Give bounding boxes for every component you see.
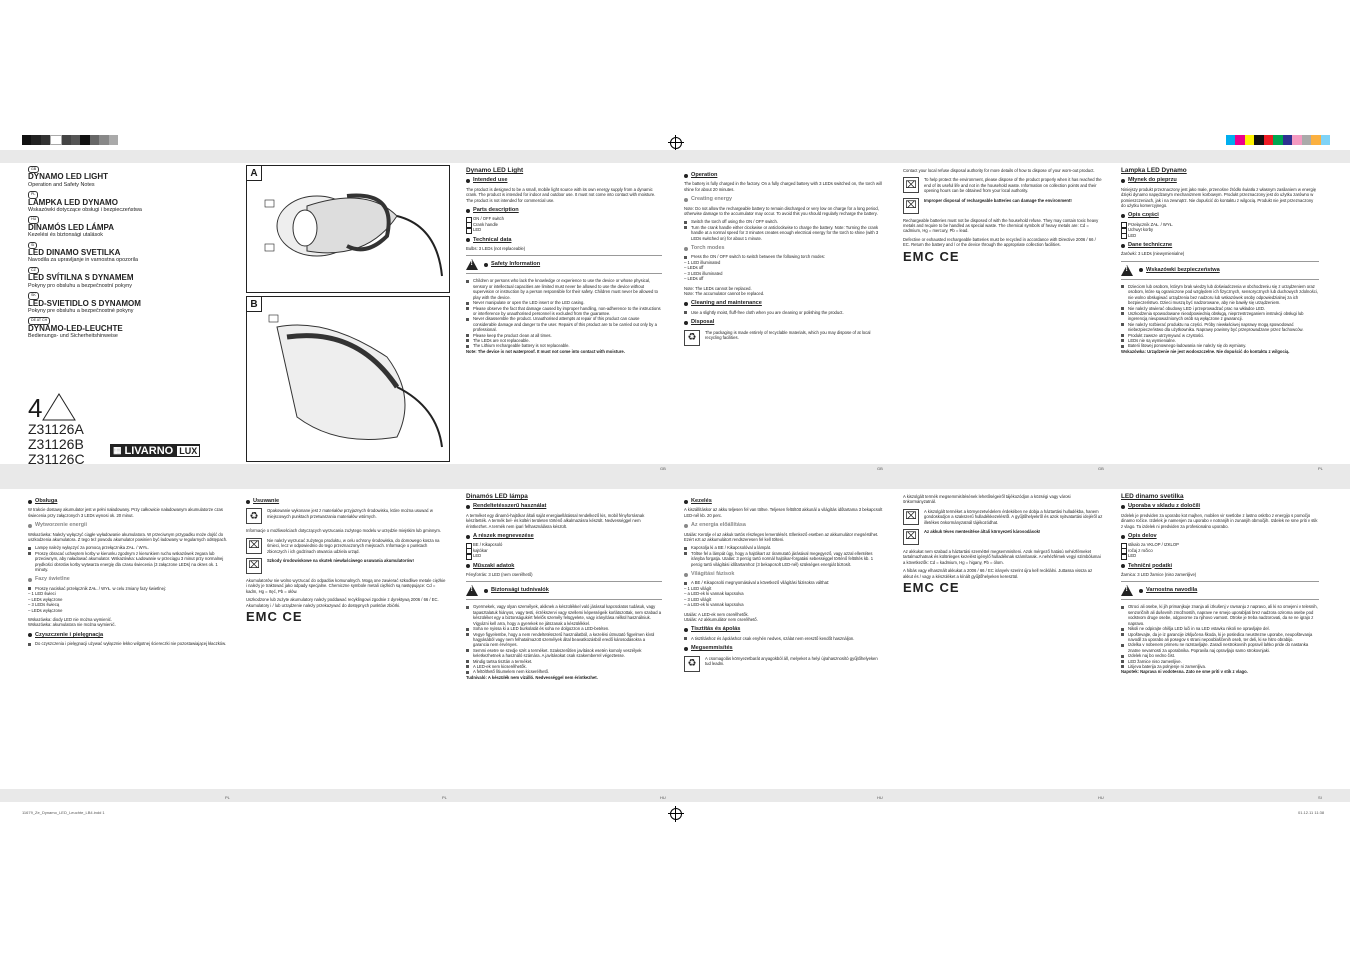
note: Napotek: Naprava ni vodotesna. Zato ne sme priti v stik z vlago. — [1121, 669, 1248, 675]
cover-subtitle: Pokyny pro obsluhu a bezpečnostní pokyny — [28, 282, 132, 289]
warning-box — [1121, 261, 1319, 280]
recycle-icon: ♻ — [684, 656, 700, 672]
cover-title: LED SVÍTILNA S DYNAMEM — [28, 273, 134, 283]
list-item: Litijeva baterija za polnjenje ni zamenljiva. — [1121, 664, 1319, 669]
emc-ce-mark: EMC CE — [246, 609, 303, 625]
section-heading: Obsługa — [28, 499, 228, 504]
paragraph: To help protect the environment, please dispose of the product properly when it has reached the end of its useful life and not in the household waste. Information on collection points and their opening hours can be obtained from your local authority. — [924, 177, 1102, 194]
section-heading: Biztonsági tudnivalók — [484, 588, 549, 593]
list-item: kajtókar — [466, 548, 662, 553]
cover-block — [28, 242, 228, 264]
list-item: Never disassemble the product. Unauthorised attempts at repair of this product can cause considerable damage and danger to the user. Repairs of this product are to be carried out only by a professional. — [466, 316, 662, 332]
list-item: Mindig tartsa tisztán a terméket. — [466, 659, 662, 664]
note: Wskazówka: Należy wyłączyć ciągłe wyładowanie akumulatora. W przeciwnym przypadku może dojść do uszkodzenia akumulatora. Z tego też powodu akumulator powinien być ładowany w regularnych odstępach. — [28, 531, 228, 543]
list-item: Przełącznik ZAŁ. / WYŁ. — [1121, 222, 1319, 227]
list-item: stikalo za VKLOP / IZKLOP — [1121, 542, 1319, 547]
cover-title: LED DINAMO SVETILKA — [28, 248, 121, 258]
note: Note: The accumulator cannot be replaced. — [684, 290, 765, 296]
list-item: Please keep the product clean at all times. — [466, 333, 662, 338]
pl-page-2 — [28, 494, 228, 647]
list-item: Switch the torch off using the ON / OFF switch. — [684, 219, 884, 224]
warning-heading: Az akkuk téves mentesítése általi környezeti károsodások! — [924, 529, 1041, 535]
lang-badge: SK — [28, 292, 39, 299]
warning-icon — [1121, 265, 1133, 276]
si-page-1 — [1121, 494, 1319, 678]
list-item: Use a slightly moist, fluff-free cloth when you are cleaning or polishing the product. — [684, 310, 884, 315]
page-number: HU — [877, 795, 883, 800]
cover-subtitle: Kezelési és biztonsági utalások — [28, 232, 103, 239]
list-item: ročaj z ročico — [1121, 548, 1319, 553]
list-item: Please observe the fact that damage caused by improper handling, non-adherence to the instructions or interference by unauthorised personnel is excluded from the guarantee. — [466, 306, 662, 317]
page-number: GB — [1098, 466, 1104, 471]
note: Tudnivaló: A készülék nem vízálló. Nedvességgel nem érintkezhet. — [466, 674, 598, 680]
paragraph: Rechargeable batteries must not be disposed of with the household refuse. They may contain toxic heavy metals and require to be handled as special waste. The chemical symbols of heavy metals are: Cd = cadmium, Hg = mercury, Pb = lead. — [903, 217, 1099, 234]
warning-icon — [1121, 585, 1133, 596]
page-number: HU — [1098, 795, 1104, 800]
triangle-icon — [42, 393, 76, 421]
env-row — [903, 509, 1103, 525]
section-heading: Safety Information — [484, 262, 540, 267]
subsection-heading: Torch modes — [684, 246, 884, 251]
paragraph: A hibás vagy elhasznált akkukat a 2006 / 66 / EC irányelv szerint újra kell reciklálni. Juttassa vissza az akkut és / vagy a készüléket a kínált gyűjtőhelyeken keresztül. — [903, 568, 1093, 579]
note: Wskazówka: Urządzenie nie jest wodoszczelne. Nie dopuścić do kontaktu z wilgocią. — [1121, 348, 1290, 354]
warning-box — [466, 581, 662, 600]
warning-box — [466, 255, 662, 274]
bin-crossed-icon: ⌧ — [246, 538, 262, 554]
page-number: SI — [1318, 795, 1322, 800]
grayscale-bar — [22, 135, 118, 145]
list-item: Lampę należy wyłączyć za pomocą przełącznika ZAŁ. / WYŁ. — [28, 545, 228, 550]
figure-a — [246, 165, 450, 293]
mode-item: – 1 LED świeci — [28, 591, 56, 597]
bin-crossed-icon: ⌧ — [903, 177, 919, 193]
list-item: LED — [1121, 553, 1319, 558]
gb-page-1 — [466, 168, 662, 357]
list-item: Nie należy rozbierać produktu na części. Próby niewłaściwej naprawy mogą spowodować niebezpieczeństwo dla użytkownika. Naprawy powinny być przeprowadzane przez fachowców. — [1121, 322, 1319, 333]
note: Wskazówka: akumulatora nie można wymienić. — [28, 622, 116, 628]
section-heading: Wskazówki bezpieczeństwa — [1139, 268, 1220, 273]
mid-band-top — [0, 464, 1350, 489]
list-item: Upoštevajte, da je iz garancije izključena škoda, ki je posledica neustrezne uporabe, neupoštevanja navodil za uporabo ali posegov s strani nepooblaščenih oseb, ter deli, ki se hitro obrabijo. — [1121, 632, 1319, 643]
page-number: PL — [225, 795, 230, 800]
mode-item: – LEDs off — [684, 276, 704, 282]
disposal-row — [684, 656, 884, 672]
subsection-heading: Az energia előállítása — [684, 523, 884, 528]
list-item: Uszkodzenia spowodowane nieodpowiednią obsługą, nieprzestrzeganiem instrukcji obsługi lub ingerencją nieupoważnionych osób są wyłączone z gwarancji. — [1121, 311, 1319, 322]
list-item: LED — [466, 227, 662, 232]
pl-page-1 — [1121, 168, 1319, 357]
bin-crossed-icon: ⌧ — [903, 529, 919, 545]
emc-ce-mark: EMC CE — [903, 248, 960, 264]
page-title: Dynamo LED Light — [466, 167, 524, 174]
section-heading: Technical data — [466, 238, 662, 243]
hu-page-2 — [684, 494, 884, 676]
list-item: Dzieciom lub osobom, którym brak wiedzy lub doświadczenia w obchodzeniu się z urządzeniem oraz osobom, które są ograniczone pod względem ich fizycznych, sensorycznych lub duchowych zdolności, nie wolno obsługiwać urządzenia bez nadzoru lub wskazówek osoby odpowiedzialnej za ich bezpieczeństwo. Dzieci muszą być nadzorowane, aby nie bawiły się urządzeniem. — [1121, 284, 1319, 306]
section-heading: Megsemmisítés — [684, 646, 884, 651]
note: Note: Do not allow the rechargeable battery to remain discharged or very low on charge for a long period, otherwise damage to the accumulator may occur. To avoid this you should regularly recharge the battery. — [684, 205, 879, 217]
cover-subtitle: Operation and Safety Notes — [28, 181, 95, 188]
lang-badge: PL — [28, 191, 38, 198]
paragraph: Bulbs: 3 LEDs (not replaceable) — [466, 246, 526, 252]
battery-warning-row — [903, 198, 1103, 214]
section-heading: Usuwanie — [246, 499, 446, 504]
hu-page-1 — [466, 494, 662, 683]
list-item: Otroci ali osebe, ki jih primanjkuje znanja ali izkušenj v ravnanju z napravo, ali ki so omejeni v telesnih, senzoričnih ali duševnih zmožnostih, naprave ne smejo uporabljati brez nadzora oziroma osebe pod vodstvom druge osebe, odgovorne za njihovo varnost. Otroke je treba nadzorovati, da se ne igrajo z napravo. — [1121, 604, 1319, 626]
paragraph: The battery is fully charged in the factory. On a fully charged battery with 3 LEDs switched on, the torch will shine for about 20 minutes. — [684, 181, 882, 192]
crank-illustration — [247, 297, 447, 459]
mode-item: – 3 LEDs illuminated — [684, 270, 723, 276]
page-number: PL — [442, 795, 447, 800]
cover-title: DYNAMO LED LIGHT — [28, 172, 108, 182]
page-number: PL — [1318, 466, 1323, 471]
bin-crossed-icon: ⌧ — [246, 558, 262, 574]
list-item: Izdelek naj bo vedno čist. — [1121, 653, 1319, 658]
timestamp: 01.12.11 11:38 — [1298, 810, 1325, 815]
cover-subtitle: Wskazówki dotyczące obsługi i bezpieczeństwa — [28, 207, 142, 214]
mode-item: – 3 LED világít — [684, 596, 712, 602]
mode-item: – LEDs off — [684, 265, 704, 271]
top-band — [0, 150, 1350, 163]
model-list — [28, 422, 85, 467]
list-item: Crank handle — [466, 222, 662, 227]
page-number: HU — [660, 795, 666, 800]
list-item: Töltse fel a lámpát úgy, hogy a hajtókart az óramutató járásával megegyező, vagy azzal ellentétes irányba forgatja. Utalás: 3 percig tartó normál hajtókar-forgatási sebességgel történő feltöltés kb. 1 percig tartó világítási időtartamhoz (3 bekapcsolt LED-nél) szükséges energiát biztosít. — [684, 551, 884, 567]
list-item: Produkt zawsze utrzymywać w czystości. — [1121, 333, 1319, 338]
list-item: Vegye figyelembe, hogy a nem rendeltetésszerű használatból, a kezelési útmutató figyelmen kívül hagyásából vagy nem felhatalmazott személyek által beavatkozásból eredő károsodásokra a garancia nem érvényes. — [466, 632, 662, 648]
hu-page-3 — [903, 494, 1103, 596]
color-bar — [1226, 135, 1330, 145]
paragraph: Opakowanie wykonane jest z materiałów przyjaznych środowisku, które można usuwać w miejscowych punktach przetwarzania materiałów wtórnych. — [267, 508, 433, 519]
figure-label: A — [246, 165, 262, 181]
paragraph: Contact your local refuse disposal authority for more details of how to dispose of your worn-out product. — [903, 168, 1095, 173]
page-title: Dinamós LED lámpa — [466, 493, 528, 500]
env-row — [903, 177, 1103, 193]
section-heading: Disposal — [684, 320, 884, 325]
mode-item: – LEDs wyłączone — [28, 596, 63, 602]
paragraph: The product is designed to be a small, mobile light source with its own energy supply from a dynamic crank. The product is intended for indoor and outdoor use. It must not come into contact with moisture. The product is not intended for commercial use. — [466, 186, 656, 203]
section-heading: Intended use — [466, 178, 662, 183]
cover-subtitle: Pokyny pre obsluhu a bezpečnostné pokyny — [28, 307, 134, 314]
list-item: LED — [1121, 233, 1319, 238]
paragraph: Akumulatorów nie wolno wyrzucać do odpadów komunalnych. Mogą one zawierać szkodliwe metale ciężkie i należy je traktować jako odpady specjalne. Chemiczne symbole metali ciężkich są następujące: Cd = kadm, Hg = rtęć, Pb = ołów. — [246, 578, 446, 594]
gb-page-2 — [684, 168, 884, 350]
list-item: Soha ne nyissa ki a LED burkolatát és soha ne dolgozzon a LED-betéten. — [466, 626, 662, 631]
cover-subtitle: Bedienungs- und Sicherheitshinweise — [28, 333, 118, 340]
gb-page-3 — [903, 168, 1103, 264]
paragraph: W trakcie dostawy akumulator jest w pełni naładowany. Przy całkowicie naładowanym akumulatorze czas świecenia przy załączonych 3 LEDs wynosi ok. 20 minut. — [28, 507, 223, 518]
cover-block — [28, 191, 228, 213]
warning-box — [1121, 581, 1319, 600]
note: Utalás: Az akkumulátor nem cserélhető. — [684, 616, 758, 622]
page-title: Lampka LED Dynamo — [1121, 167, 1187, 174]
paragraph: Defective or exhausted rechargeable batteries must be recycled in accordance with Directive 2006 / 66 / EC. Return the battery and / or the device through the appropriate collection facilities. — [903, 236, 1096, 248]
paragraph: A kiszolgált termék megsemmisítésének lehetőségeiről tájékozódjon a községi vagy városi önkormányzatnál. — [903, 494, 1071, 505]
list-item: Nikoli ne odpirajte ohišja LED luči in na LED vstavku nikoli ne opravljajte del. — [1121, 626, 1319, 631]
mode-item: – 3 LEDs świecą — [28, 602, 60, 608]
cover-title: DINAMÓS LED LÁMPA — [28, 222, 115, 232]
mode-item: – 1 LED világít — [684, 585, 712, 591]
subsection-heading: Fazy świetlne — [28, 577, 228, 582]
brand-logo — [110, 444, 200, 457]
section-heading: Operation — [684, 173, 884, 178]
list-item: A LED-ek nem kicserélhetők. — [466, 664, 662, 669]
list-item: A tisztításhoz és ápoláshoz csak enyhén nedves, szálat nem eresztő kendőt használjon. — [684, 636, 884, 641]
pl-page-3 — [246, 494, 446, 625]
lang-badge: CZ — [28, 267, 39, 274]
section-heading: Opis części — [1121, 213, 1319, 218]
section-heading: A részek megnevezése — [466, 534, 662, 539]
warning-heading: Improper disposal of rechargeable batteries can damage the environment! — [924, 197, 1072, 203]
warning-heading: Szkody środowiskowe na skutek niewłaściwego usuwania akumulatorów! — [267, 558, 414, 564]
mode-item: – 1 LED illuminated — [684, 259, 721, 265]
section-heading: Opis delov — [1121, 534, 1319, 539]
page-title: LED dinamo svetilka — [1121, 493, 1184, 500]
list-item: Nie należy otwierać obudowy LED i przeprowadzać prac na wkładce LED. — [1121, 306, 1319, 311]
list-item: LEDs nie są wymienialne. — [1121, 338, 1319, 343]
section-heading: Rendeltetésszerű használat — [466, 504, 662, 509]
paragraph: A terméket egy dinamó-hajtókar általi saját energiaellátással rendelkező kis, mobil fényforrásnak készítették. A termék bel- és kültéri területen történő alkalmazásra készült. Nedvességgel nem érintkezhet. A termék nem ipari felhasználásra készült. — [466, 512, 645, 529]
list-item: Proszę naciskać przełącznik ZAŁ. / WYŁ. w celu zmiany fazy świetlnej: — [28, 586, 228, 591]
section-heading: Uporaba v skladu z določili — [1121, 504, 1319, 509]
lang-badge: GB — [28, 166, 39, 173]
lang-badge: HU — [28, 216, 39, 223]
subsection-heading: Világítási fázisok — [684, 572, 884, 577]
section-heading: Műszaki adatok — [466, 564, 662, 569]
list-item: ON / OFF switch — [466, 216, 662, 221]
cover-title: LED-SVIETIDLO S DYNAMOM — [28, 298, 141, 308]
section-heading: Cleaning and maintenance — [684, 301, 884, 306]
cover-block — [28, 317, 228, 339]
list-item: A BE / Kikapcsoló megnyomásával a következő világítási fázisokra válthat: — [684, 580, 884, 585]
list-item: Press the ON / OFF switch to switch between the following torch modes: — [684, 254, 884, 259]
emc-ce-mark: EMC CE — [903, 580, 960, 596]
file-slug: 11679_Ze_Dynamo_LED_Leuchte_LB4.indd 1 — [22, 810, 105, 815]
model-number: Z31126C — [28, 451, 85, 467]
list-item: Semmi esetre se szedje szét a terméket. Szakszerűtlen javítások esetén komoly veszélyek keletkezhetnek a használó számára. A javításokat csak szakemberrel végeztesse. — [466, 648, 662, 659]
subsection-heading: Creating energy — [684, 197, 884, 202]
page-number: GB — [660, 466, 666, 471]
warning-icon — [466, 259, 478, 270]
cover-title: DYNAMO-LED-LEUCHTE — [28, 323, 123, 333]
paragraph: Žarnica: 3 LED žarnice (niso zamenljive) — [1121, 572, 1197, 578]
bottom-band — [0, 789, 1350, 802]
list-item: The LEDs are not replaceable. — [466, 338, 662, 343]
figure-b — [246, 296, 450, 462]
lang-badge: DE AT CH — [28, 317, 50, 324]
logo-icon: ▦ — [113, 445, 122, 455]
paragraph: A csomagolás környezetbarát anyagokból áll, melyeket a helyi újrahasznosító gyűjtőhelyeken tud leadni. — [705, 655, 878, 666]
list-item: Izdelka v nobenem primeru ne razstavljajte. Zaradi nestrokovnih popravil lahko pride do nastanka znatne nevarnosti za uporabnika. Popravila naj opravljajo samo strokovnjaki. — [1121, 642, 1319, 653]
env-row — [246, 538, 446, 554]
list-item: LED žarnice niso zamenljive. — [1121, 659, 1319, 664]
note: Utalás: A LED-ek nem cserélhetők. — [684, 611, 749, 617]
warning-icon — [466, 585, 478, 596]
battery-warning-row — [903, 529, 1103, 545]
paragraph: Niniejszy produkt przeznaczony jest jako małe, przenośne źródło światła z własnym zasilaniem w energię dzięki dynamo napędzanym mechanizmem korbowym. Produkt przeznaczony jest do użytku zarówno w pomieszczeniach, jak i na zewnątrz. Nie dopuścić do kontaktu z wilgocią. Produkt nie jest przeznaczony do użytku komercyjnego. — [1121, 186, 1317, 209]
cover-block — [28, 292, 228, 314]
figure-label: B — [246, 296, 262, 312]
section-heading: Dane techniczne — [1121, 243, 1319, 248]
registration-mark-top — [670, 137, 682, 149]
paragraph: Żarówki: 3 LEDs (niewymienialne) — [1121, 251, 1185, 257]
list-item: Proszę obracać uchwytem korby w kierunku zgodnym z kierunkiem ruchu wskazówek zegara lub przeciwnym, aby naładować akumulator. Wskazówka: Ładowanie w przeciągu 3 minut przy normalnej prędkości obrotów korby wytwarza energię dla czasu świecenia (3 załączone LEDs) na okres ok. 1 minuty. — [28, 551, 228, 573]
cover-subtitle: Navodila za upravljanje in varnostna opozorila — [28, 257, 138, 264]
section-heading: Tehnični podatki — [1121, 564, 1319, 569]
list-item: A feltölthető lítiumelem nem kicserélhető. — [466, 669, 662, 674]
list-item: Turn the crank handle either clockwise or anticlockwise to charge the battery. Note: Turning the crank handle at a normal speed for 3 minutes creates enough electrical energy for the torch to shine (with 3 LEDs switched on) for about 1 minute. — [684, 225, 884, 241]
note: Note: The LEDs cannot be replaced. — [684, 285, 752, 291]
model-number: Z31126B — [28, 436, 84, 452]
paragraph: Izdelek je predviden za uporabo kot majhen, mobilen vir svetlobe z lastno oskrbo z energijo s pomočjo dinamo ročice. Izdelek je namenjen za uporabo v notranjih in zunanjih območjih. Izdelek ne sme priti v stik z vlago. Ta izdelek ni predviden za profesionalno uporabo. — [1121, 512, 1318, 529]
cover-title: LAMPKA LED DYNAMO — [28, 197, 118, 207]
section-heading: Kezelés — [684, 499, 884, 504]
cover-block — [28, 267, 228, 289]
list-item: LED — [466, 553, 662, 558]
brand-suffix: LUX — [176, 445, 200, 457]
age-number: 4 — [28, 393, 43, 423]
paragraph: A kiszolgált terméket a környezetvédelem érdekében ne dobja a háztartási hulladékba, hanem gondoskodjon a szakszerű hulladékkezelésről. A gyűjtőhelyekről és azok nyitvatartási idejéről az illetékes önkormányzatnál tájékozódhat. — [924, 508, 1103, 525]
note: Utalás: Kerülje el az akkuk tartós részleges lemerülését. Ellenkező esetben az akkumulátor megsérülhet. Ezért ezt az akkumulátort rendszeresen fel kell tölteni. — [684, 531, 879, 543]
registration-mark-bottom — [670, 808, 682, 820]
list-item: Do czyszczenia i pielęgnacji używać wyłącznie lekko wilgotnej ściereczki nie pozostawiającej kłaczków. — [28, 641, 228, 646]
list-item: The Lithium rechargeable battery is not replaceable. — [466, 343, 662, 348]
lang-badge: SI — [28, 242, 37, 249]
paragraph: The packaging is made entirely of recyclable materials, which you may dispose of at local recycling facilities. — [705, 329, 871, 340]
note: Wskazówka: diody LED nie można wymienić. — [28, 616, 113, 622]
list-item: BE / Kikapcsoló — [466, 542, 662, 547]
paragraph: Az akkukat nem szabad a háztartási szeméttel megsemmisíteni. Azok mérgező hatású nehézfémeket tartalmazhatnak és különleges kezelést igénylő hulladéknak számítanak. A nehézfémek vegyi szimbólumai a következők: Cd = kadmium, Hg = higany, Pb = ólom. — [903, 549, 1101, 565]
section-heading: Młynek do pieprzu — [1121, 178, 1319, 183]
mode-item: – LEDs wyłączone — [28, 607, 63, 613]
disposal-row — [246, 508, 446, 524]
subsection-heading: Wytworzenie energii — [28, 523, 228, 528]
brand-name: LIVARNO — [124, 444, 174, 457]
mode-item: – a LED-ek ki vannak kapcsolva — [684, 602, 744, 608]
list-item: Baterii litowej ponownego ładowania nie należy się do wymiany. — [1121, 343, 1319, 348]
section-heading: Czyszczenie i pielęgnacja — [28, 633, 228, 638]
section-heading: Tisztítás és ápolás — [684, 627, 884, 632]
flashlight-illustration — [247, 166, 447, 290]
mode-item: – a LED-ek ki vannak kapcsolva — [684, 591, 744, 597]
list-item: Uchwyt korby — [1121, 227, 1319, 232]
section-heading: Parts description — [466, 208, 662, 213]
list-item: Gyermekek, vagy olyan személyek, akiknek a készülékkel való járással kapcsolatos tudásuk, vagy tapasztalatuk hiányos, vagy testi, érzékszervi vagy szellemi képességeik korlátozottak, nem szabad a készüléket egy a biztonságukért felelős személy felügyelete, vagy irányítása nélkül használniuk. Vigyázni kell arra, hogy a gyerekek ne játszanak a készülékkel. — [466, 604, 662, 626]
list-item: Never manipulate or open the LED insert or the LED casing. — [466, 300, 662, 305]
recycle-icon: ♻ — [246, 508, 262, 524]
age-warning — [28, 393, 88, 423]
recycle-icon: ♻ — [684, 330, 700, 346]
section-heading: Varnostna navodila — [1139, 588, 1197, 593]
cover-page — [28, 166, 228, 343]
battery-warning-row — [246, 558, 446, 574]
model-number: Z31126A — [28, 421, 84, 437]
page-number: GB — [877, 466, 883, 471]
paragraph: Uszkodzone lub zużyte akumulatory należy poddawać recyklingowi zgodnie z dyrektywą 2006 / 66 / EC. Akumulatory i / lub urządzenie należy przekazywać do dostępnych punktów zbiórki. — [246, 597, 439, 608]
paragraph: Informacje o możliwościach dotyczących wyrzucania zużytego modelu w urzędzie miejskim lub gminnym. — [246, 528, 442, 534]
list-item: Children or persons who lack the knowledge or experience to use the device or whose physical, sensory or intellectual capacities are limited must never be allowed to use the device without supervision or instruction by a person responsible for their safety. Children must never be allowed to play with the device. — [466, 278, 662, 300]
list-item: Kapcsolja ki a BE / Kikapcsolóval a lámpát. — [684, 545, 884, 550]
paragraph: Fényforrás: 3 LED (nem cserélhető) — [466, 572, 533, 578]
note: Note: The device is not waterproof. It must not come into contact with moisture. — [466, 348, 625, 354]
bin-crossed-icon: ⌧ — [903, 509, 919, 525]
paragraph: Nie należy wyrzucać zużytego produktu, w celu ochrony środowiska, do domowego kosza na śmieci, lecz w odpowiednio do tego przeznaczonych miejscach. Informacje o punktach zbiorczych i ich godzinach otwarcia udziela urząd. — [267, 537, 440, 554]
cover-block — [28, 216, 228, 238]
cover-block — [28, 166, 228, 188]
paragraph: A kiszállításkor az akku teljesen fel van töltve. Teljesen feltöltött akkunál a világítás időtartama 3 bekapcsolt LED-nél kb. 20 perc. — [684, 507, 883, 518]
disposal-row — [684, 330, 884, 346]
bin-crossed-icon: ⌧ — [903, 198, 919, 214]
